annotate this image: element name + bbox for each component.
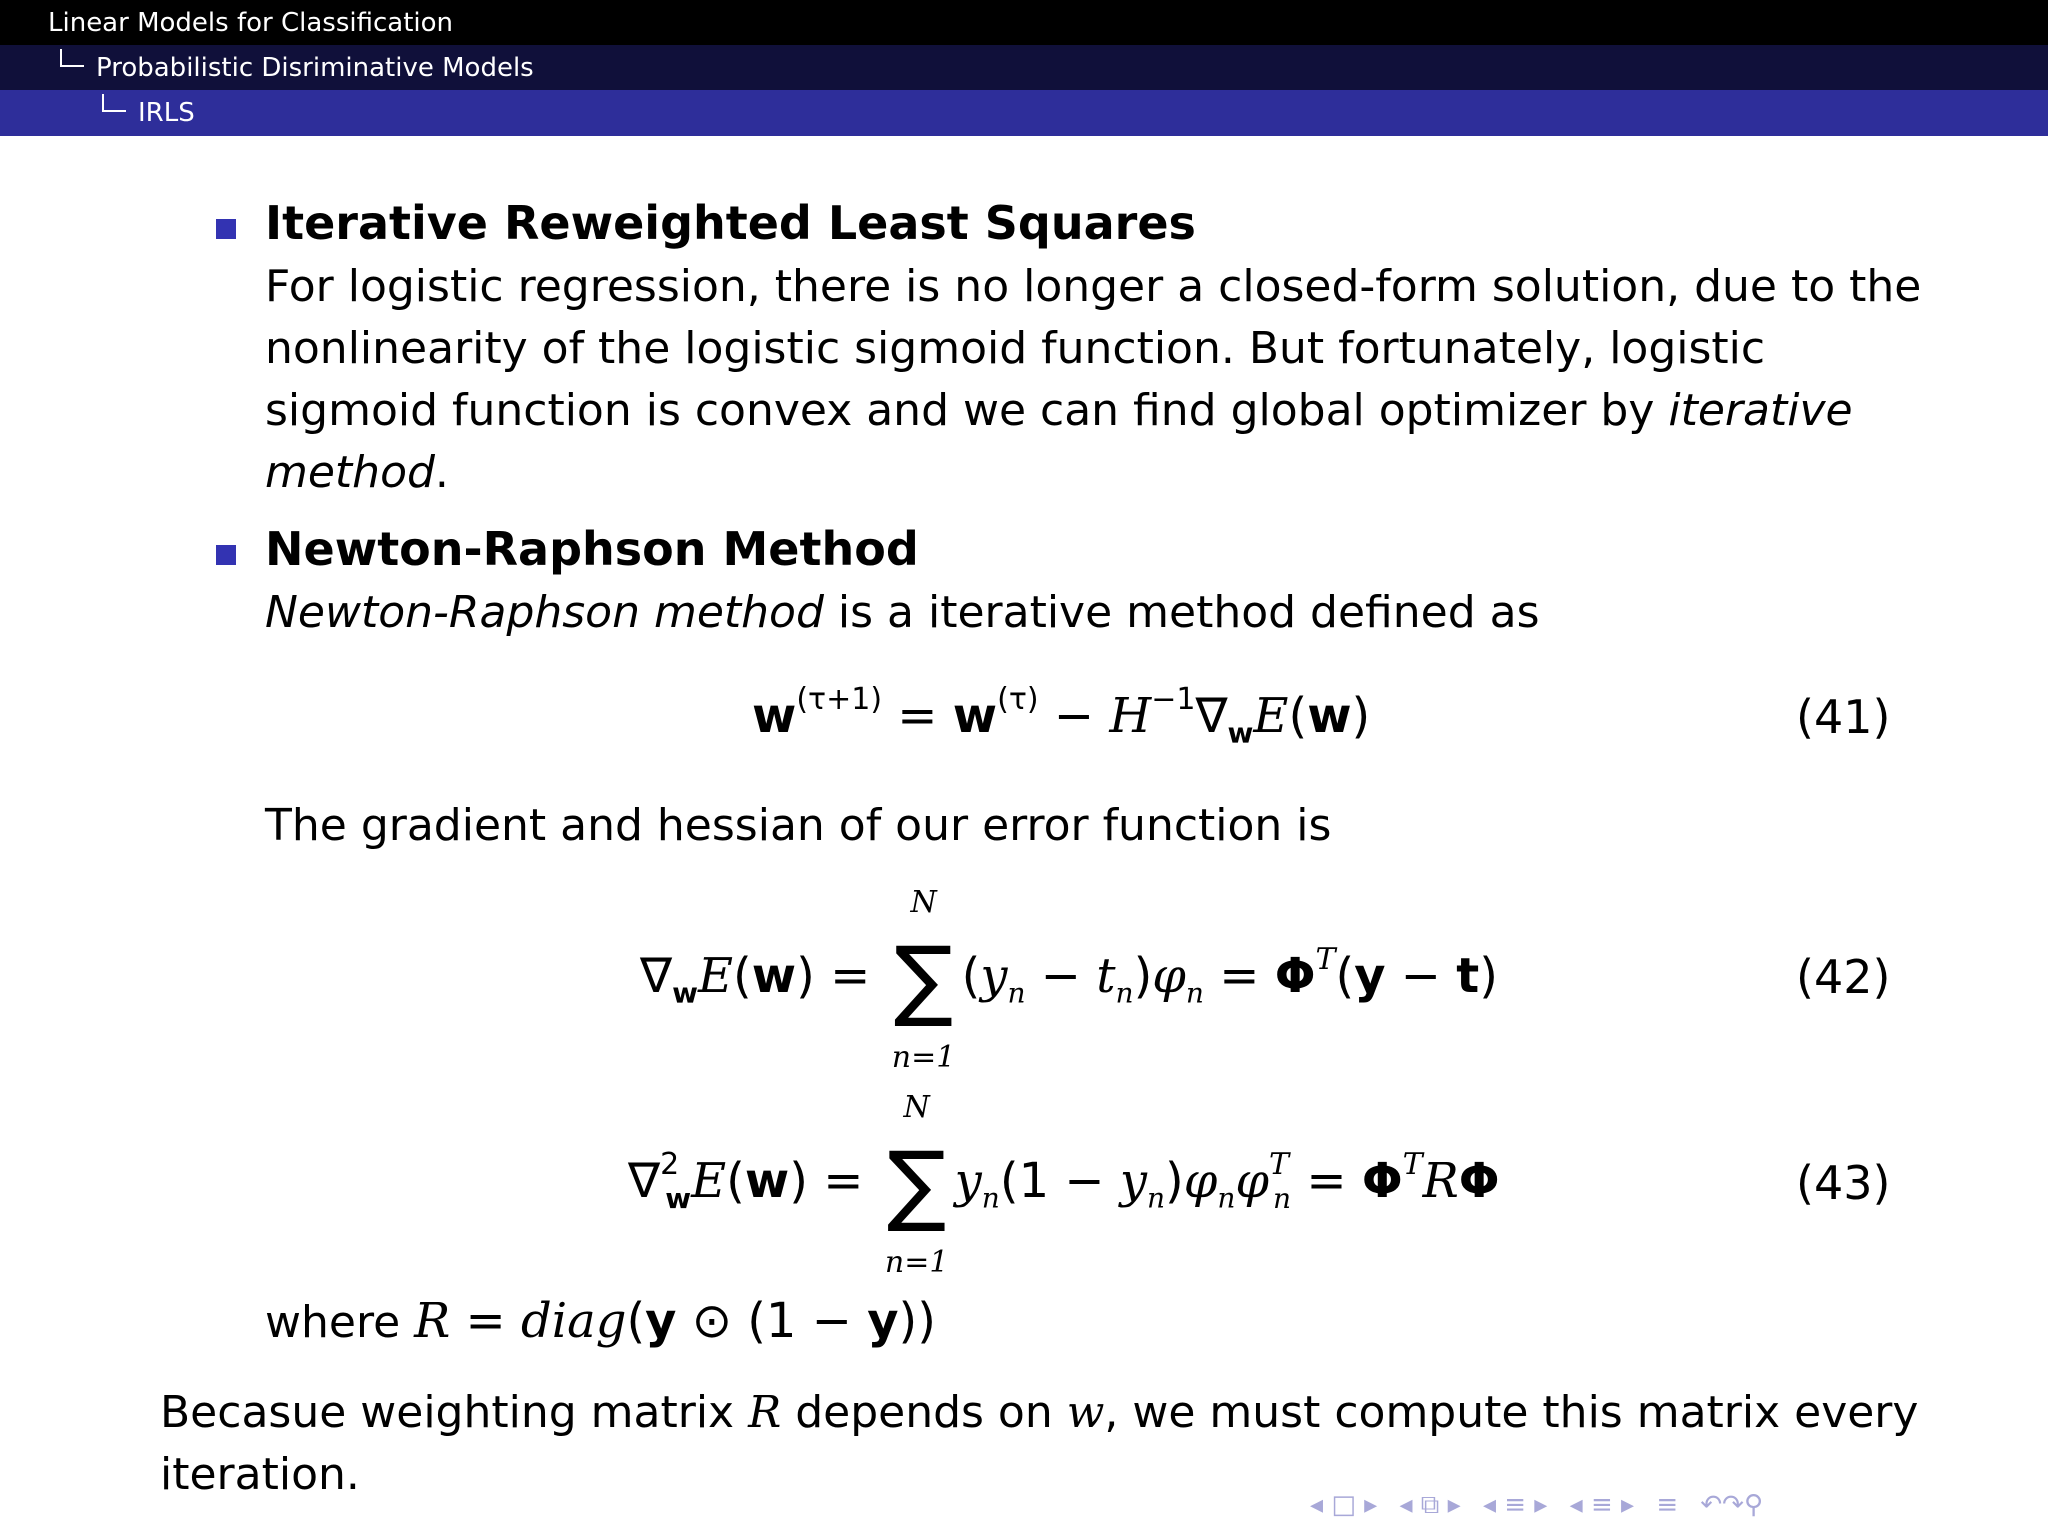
equation-number-41: (41) [1796, 690, 1891, 744]
nav-section-icon[interactable]: ◂ ≡ ▸ [1569, 1490, 1635, 1520]
bullet-icon [216, 219, 236, 239]
emphasis-newton-raphson: Newton-Raphson method [265, 587, 824, 638]
bullet-icon [216, 545, 236, 565]
closing-var-r: R [748, 1387, 782, 1438]
where-line: where R = diag(y ⊙ (1 − y)) [265, 1293, 936, 1349]
equation-42: $\nabla_wE(w)$ = N ∑ n=1 $(y_n - t_n)\varphi_n = \Phi^T(y - t)$ [640, 885, 1498, 1075]
header-section-title[interactable]: Linear Models for Classification [48, 7, 453, 38]
nav-slide-icon[interactable]: ◂ □ ▸ [1310, 1490, 1378, 1520]
header-subsubsection-bar [0, 90, 2048, 136]
nav-subsection-icon[interactable]: ◂ ≡ ▸ [1482, 1490, 1548, 1520]
closing-line [160, 1382, 1918, 1444]
sum-lower-limit: n=1 [884, 1245, 949, 1280]
equation-41: $w^{(\tau+1)} = w^{(\tau)} - H^{-1}\nabla_wE(w)$ [752, 682, 1371, 750]
where-word: where [265, 1297, 401, 1348]
tree-connector-icon [102, 94, 126, 112]
nav-search-icon[interactable]: ↶↷⚲ [1700, 1490, 1763, 1520]
sum-upper-limit: N [903, 1090, 930, 1125]
summation-symbol: N ∑ n=1 [879, 1140, 955, 1228]
equation-number-42: (42) [1796, 950, 1891, 1004]
header-section-bar [0, 0, 2048, 45]
header-subsubsection-title[interactable]: IRLS [138, 98, 195, 128]
irls-line-text: sigmoid function is convex and we can find global optimizer by [265, 385, 1655, 436]
summation-symbol: N ∑ n=1 [886, 935, 962, 1023]
emphasis-method: method [265, 447, 435, 498]
header-subsection-title[interactable]: Probabilistic Disriminative Models [96, 52, 534, 83]
irls-paragraph [265, 256, 1921, 504]
item-title-irls: Iterative Reweighted Least Squares [265, 196, 1196, 250]
closing-text: Becasue weighting matrix [160, 1387, 749, 1438]
item-title-newton: Newton-Raphson Method [265, 522, 919, 576]
newton-intro-text: is a iterative method defined as [823, 587, 1540, 638]
closing-paragraph [160, 1382, 1918, 1506]
emphasis-iterative: iterative [1668, 385, 1853, 436]
equation-43: ∇$^2_w$E(w) = N ∑ n=1 $y_n(1 - y_n)\varphi_n\varphi^T_n = \Phi^TR\Phi$ [628, 1090, 1500, 1280]
header-subsection-bar [0, 45, 2048, 90]
closing-text: , we must compute this matrix every [1104, 1387, 1919, 1438]
beamer-navigation [1310, 1490, 2030, 1526]
newton-intro [265, 582, 1540, 644]
irls-line: nonlinearity of the logistic sigmoid function. But fortunately, logistic [265, 323, 1766, 374]
sum-upper-limit: N [910, 885, 937, 920]
nav-document-icon[interactable]: ≡ [1656, 1490, 1679, 1520]
irls-line [265, 442, 1921, 504]
irls-line: For logistic regression, there is no longer a closed-form solution, due to the [265, 261, 1922, 312]
irls-line [265, 380, 1921, 442]
closing-var-w: w [1066, 1387, 1105, 1438]
sum-lower-limit: n=1 [891, 1040, 956, 1075]
tree-connector-icon [60, 49, 84, 67]
period: . [434, 447, 449, 498]
closing-line: iteration. [160, 1449, 360, 1500]
equation-number-43: (43) [1796, 1156, 1891, 1210]
gradient-hessian-text: The gradient and hessian of our error function is [265, 800, 1332, 851]
nav-frame-icon[interactable]: ◂ ⧉ ▸ [1399, 1490, 1461, 1520]
closing-text: depends on [781, 1387, 1067, 1438]
